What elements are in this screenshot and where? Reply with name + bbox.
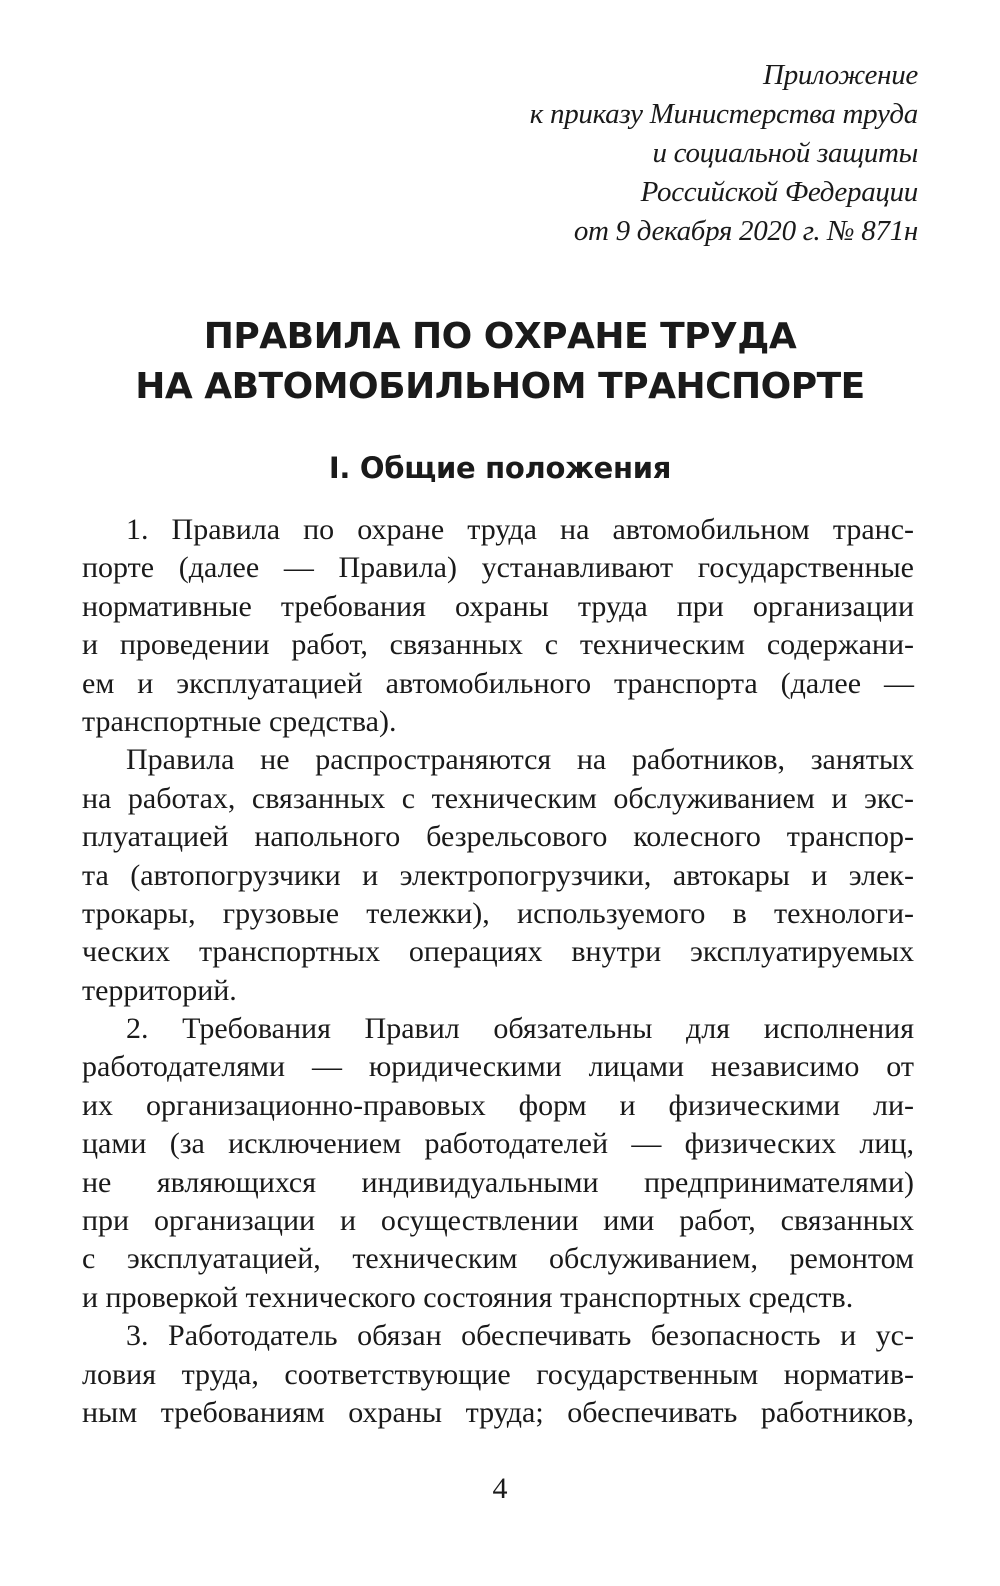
text-line: та (автопогрузчики и электропогрузчики, автокары и элек- <box>82 858 914 892</box>
annex-line: Приложение <box>763 59 918 91</box>
text-line: с эксплуатацией, техническим обслуживанием, ремонтом <box>82 1242 914 1276</box>
document-body <box>82 511 914 1432</box>
text-line: 3. Работодатель обязан обеспечивать безопасность и ус- <box>126 1319 914 1353</box>
annex-line: Российской Федерации <box>640 176 918 208</box>
text-line: цами (за исключением работодателей — физических лиц, <box>82 1127 914 1161</box>
annex-note <box>530 56 918 251</box>
text-line: территорий. <box>82 973 237 1007</box>
text-line: при организации и осуществлении ими работ, связанных <box>82 1204 914 1238</box>
text-line: и проверкой технического состояния транспортных средств. <box>82 1280 854 1314</box>
text-line: ческих транспортных операциях внутри эксплуатируемых <box>82 935 914 969</box>
text-line: плуатацией напольного безрельсового колесного транспор- <box>82 820 914 854</box>
text-line: ным требованиям охраны труда; обеспечивать работников, <box>82 1395 914 1429</box>
text-line: и проведении работ, связанных с техническим содержани- <box>82 628 914 662</box>
text-line: порте (далее — Правила) устанавливают государственные <box>82 551 914 585</box>
annex-line: от 9 декабря 2020 г. № 871н <box>573 215 918 247</box>
text-line: нормативные требования охраны труда при организации <box>82 589 914 623</box>
text-line: транспортные средства). <box>82 704 397 738</box>
text-line: не являющихся индивидуальными предпринимателями) <box>82 1165 914 1199</box>
title-line-2: НА АВТОМОБИЛЬНОМ ТРАНСПОРТЕ <box>135 366 865 407</box>
text-line: ем и эксплуатацией автомобильного транспорта (далее — <box>82 666 914 700</box>
text-line: 2. Требования Правил обязательны для исполнения <box>126 1012 914 1046</box>
document-title <box>0 312 1000 412</box>
text-line: на работах, связанных с техническим обслуживанием и экс- <box>82 781 914 815</box>
page-number: 4 <box>492 1472 508 1505</box>
paragraph-3 <box>82 1010 914 1317</box>
section-heading: I. Общие положения <box>328 451 672 485</box>
annex-line: и социальной защиты <box>652 137 918 169</box>
text-line: Правила не распространяются на работников, занятых <box>126 743 914 777</box>
text-line: 1. Правила по охране труда на автомобильном транс- <box>126 513 914 546</box>
text-line: их организационно-правовых форм и физическими ли- <box>82 1088 914 1122</box>
paragraph-4 <box>82 1317 914 1432</box>
text-line: работодателями — юридическими лицами независимо от <box>82 1050 914 1084</box>
paragraph-2 <box>82 741 914 1010</box>
text-line: ловия труда, соответствующие государственным норматив- <box>82 1357 914 1391</box>
title-line-1: ПРАВИЛА ПО ОХРАНЕ ТРУДА <box>203 316 797 357</box>
annex-line: к приказу Министерства труда <box>529 98 918 130</box>
paragraph-1 <box>82 511 914 741</box>
text-line: трокары, грузовые тележки), используемого в технологи- <box>82 896 914 930</box>
